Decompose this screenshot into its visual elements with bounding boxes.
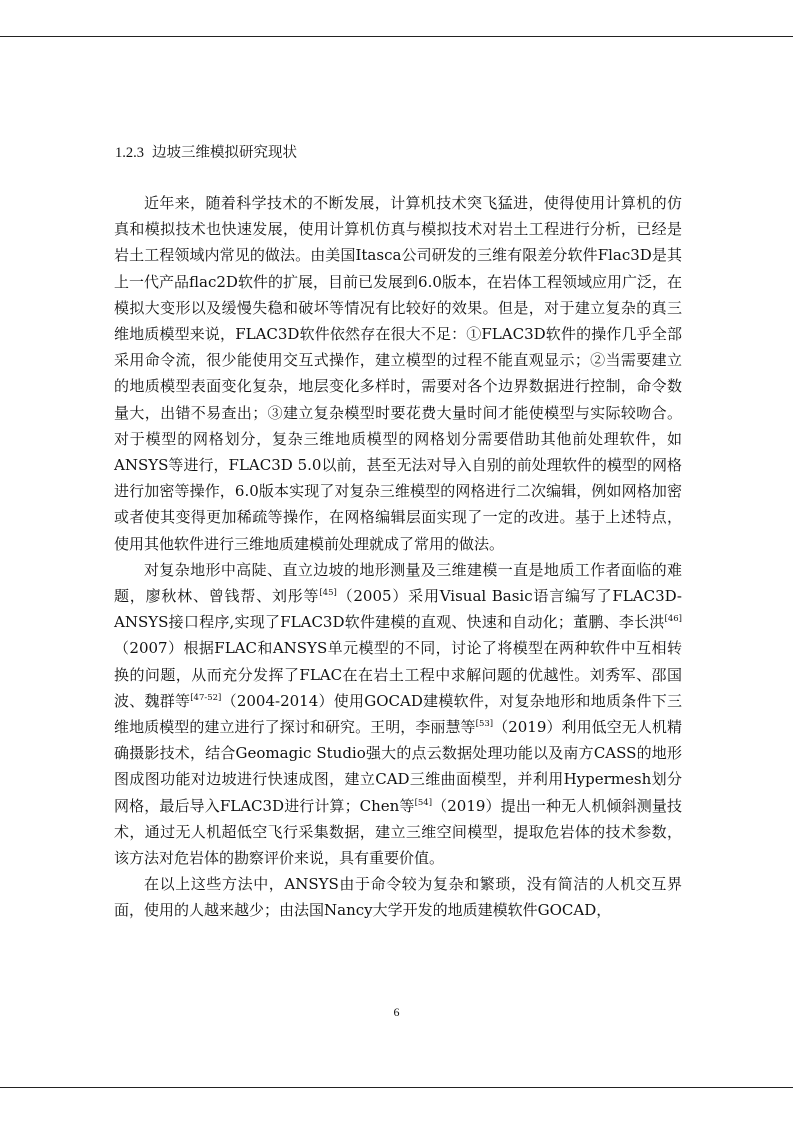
section-heading bbox=[115, 144, 297, 162]
paragraph-1: 近年来，随着科学技术的不断发展，计算机技术突飞猛进，使得使用计算机的仿真和模拟技术也快速发展，使用计算机仿真与模拟技术对岩土工程进行分析，已经是岩土工程领域内常见的做法。由美国Itasca公司研发的三维有限差分软件Flac3D是其上一代产品flac2D软件的扩展，目前已发展到6.0版本，在岩体工程领域应用广泛，在模拟大变形以及缓慢失稳和破坏等情况有比较好的效果。但是，对于建立复杂的真三维地质模型来说，FLAC3D软件依然存在很大不足：①FLAC3D软件的操作几乎全部采用命令流，很少能使用交互式操作，建立模型的过程不能直观显示；②当需要建立的地质模型表面变化复杂，地层变化多样时，需要对各个边界数据进行控制，命令数量大，出错不易查出；③建立复杂模型时要花费大量时间才能使模型与实际较吻合。对于模型的网格划分，复杂三维地质模型的网格划分需要借助其他前处理软件，如ANSYS等进行，FLAC3D 5.0以前，甚至无法对导入自别的前处理软件的模型的网格进行加密等操作，6.0版本实现了对复杂三维模型的网格进行二次编辑，例如网格加密或者使其变得更加稀疏等操作，在网格编辑层面实现了一定的改进。基于上述特点，使用其他软件进行三维地质建模前处理就成了常用的做法。 bbox=[114, 194, 682, 553]
citation-ref: [45] bbox=[319, 588, 337, 599]
citation-ref: [46] bbox=[664, 614, 682, 625]
footer-rule bbox=[0, 1087, 793, 1088]
paragraph-text: （2019）利用低空无人机精确摄影技术，结合Geomagic Studio强大的点云数据处理功能以及南方CASS的地形图成图功能对边坡进行快速成图，建立CAD三维曲面模型，并利用Hypermesh划分网格，最后导入FLAC3D进行计算；Chen等 bbox=[114, 718, 682, 815]
citation-ref: [47-52] bbox=[190, 692, 222, 703]
paragraph-text: （2005）采用Visual Basic语言编写了FLAC3D-ANSYS接口程序,实现了FLAC3D软件建模的直观、快速和自动化；董鹏、李长洪 bbox=[114, 587, 682, 632]
page-number: 6 bbox=[393, 1005, 400, 1019]
paragraph-text: 对复杂地形中高陡、直立边坡的地形测量及三维建模一直是地质工作者面临的难题，廖秋林、曾钱帮、刘彤等 bbox=[114, 560, 682, 606]
section-number: 1.2.3 bbox=[115, 145, 144, 161]
paragraph-3: 在以上这些方法中，ANSYS由于命令较为复杂和繁琐，没有简洁的人机交互界面，使用的人越来越少；由法国Nancy大学开发的地质建模软件GOCAD， bbox=[114, 875, 682, 920]
paragraph-text: （2004-2014）使用GOCAD建模软件，对复杂地形和地质条件下三维地质模型的建立进行了探讨和研究。王明，李丽慧等 bbox=[114, 691, 682, 737]
section-title: 边坡三维模拟研究现状 bbox=[152, 145, 297, 161]
citation-ref: [53] bbox=[475, 719, 494, 730]
paragraph-text: （2007）根据FLAC和ANSYS单元模型的不同，讨论了将模型在两种软件中互相转换的问题，从而充分发挥了FLAC在在岩土工程中求解问题的优越性。刘秀军、邵国波、魏群等 bbox=[114, 639, 682, 710]
paragraph-text: （2019）提出一种无人机倾斜测量技术，通过无人机超低空飞行采集数据，建立三维空间模型，提取危岩体的技术参数，该方法对危岩体的勘察评价来说，具有重要价值。 bbox=[114, 796, 682, 868]
citation-ref: [54] bbox=[414, 797, 433, 808]
body-text bbox=[114, 190, 682, 924]
header-rule bbox=[0, 36, 793, 37]
paragraph-2 bbox=[114, 557, 682, 871]
